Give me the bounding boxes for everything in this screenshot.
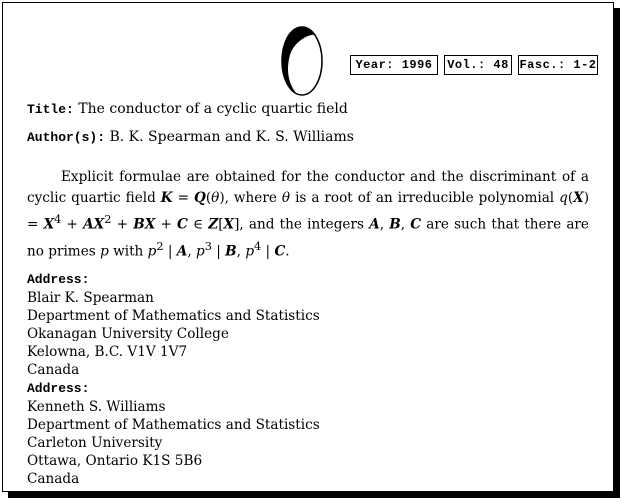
- title-text: The conductor of a cyclic quartic field: [78, 101, 348, 117]
- title-label: Title:: [27, 102, 74, 117]
- address-label: Address:: [27, 381, 90, 396]
- address-line: Ottawa, Ontario K1S 5B6: [27, 453, 203, 469]
- abstract: Explicit formulae are obtained for the conductor and the discriminant of a cyclic quartic field K = Q(θ), where θ is a root of an irreducible polynomial $q(X) = X^4 + AX^2$ + BX + C ∈ Z[X], and the integers A, B, C are such that there are no primes p with $p^2$ | A, $p^3$ | B, $p^4$ | C.: [27, 169, 590, 260]
- authors-label: Author(s):: [27, 130, 106, 145]
- abstract-text-5: are such that there are no primes: [27, 216, 589, 260]
- address-line: Canada: [27, 362, 80, 378]
- address-line: Canada: [27, 471, 80, 487]
- address-block-1: [27, 271, 320, 379]
- fascicle-badge: Fasc.: 1-2: [518, 55, 598, 75]
- abstract-text-2: , where: [224, 190, 277, 206]
- address-line: Kenneth S. Williams: [27, 399, 166, 415]
- journal-logo-icon: [280, 25, 324, 97]
- abstract-text-6: with: [113, 243, 144, 260]
- address-block-2: [27, 380, 320, 488]
- year-badge: Year: 1996: [350, 55, 438, 75]
- address-line: Department of Mathematics and Statistics: [27, 417, 320, 433]
- record-card: [2, 2, 614, 492]
- address-label: Address:: [27, 272, 90, 287]
- address-line: Blair K. Spearman: [27, 290, 154, 306]
- abstract-text-1: Explicit formulae are obtained for the conductor and the discriminant of a cyclic quartic field: [27, 169, 589, 206]
- authors-line: [27, 129, 354, 145]
- address-line: Kelowna, B.C. V1V 1V7: [27, 344, 188, 360]
- address-line: Carleton University: [27, 435, 163, 451]
- abstract-text-4: , and the integers: [239, 216, 364, 233]
- title-line: [27, 101, 348, 117]
- abstract-text-3: is a root of an irreducible polynomial: [295, 190, 555, 206]
- authors-text: B. K. Spearman and K. S. Williams: [109, 129, 354, 145]
- address-line: Okanagan University College: [27, 326, 229, 342]
- address-line: Department of Mathematics and Statistics: [27, 308, 320, 324]
- volume-badge: Vol.: 48: [444, 55, 512, 75]
